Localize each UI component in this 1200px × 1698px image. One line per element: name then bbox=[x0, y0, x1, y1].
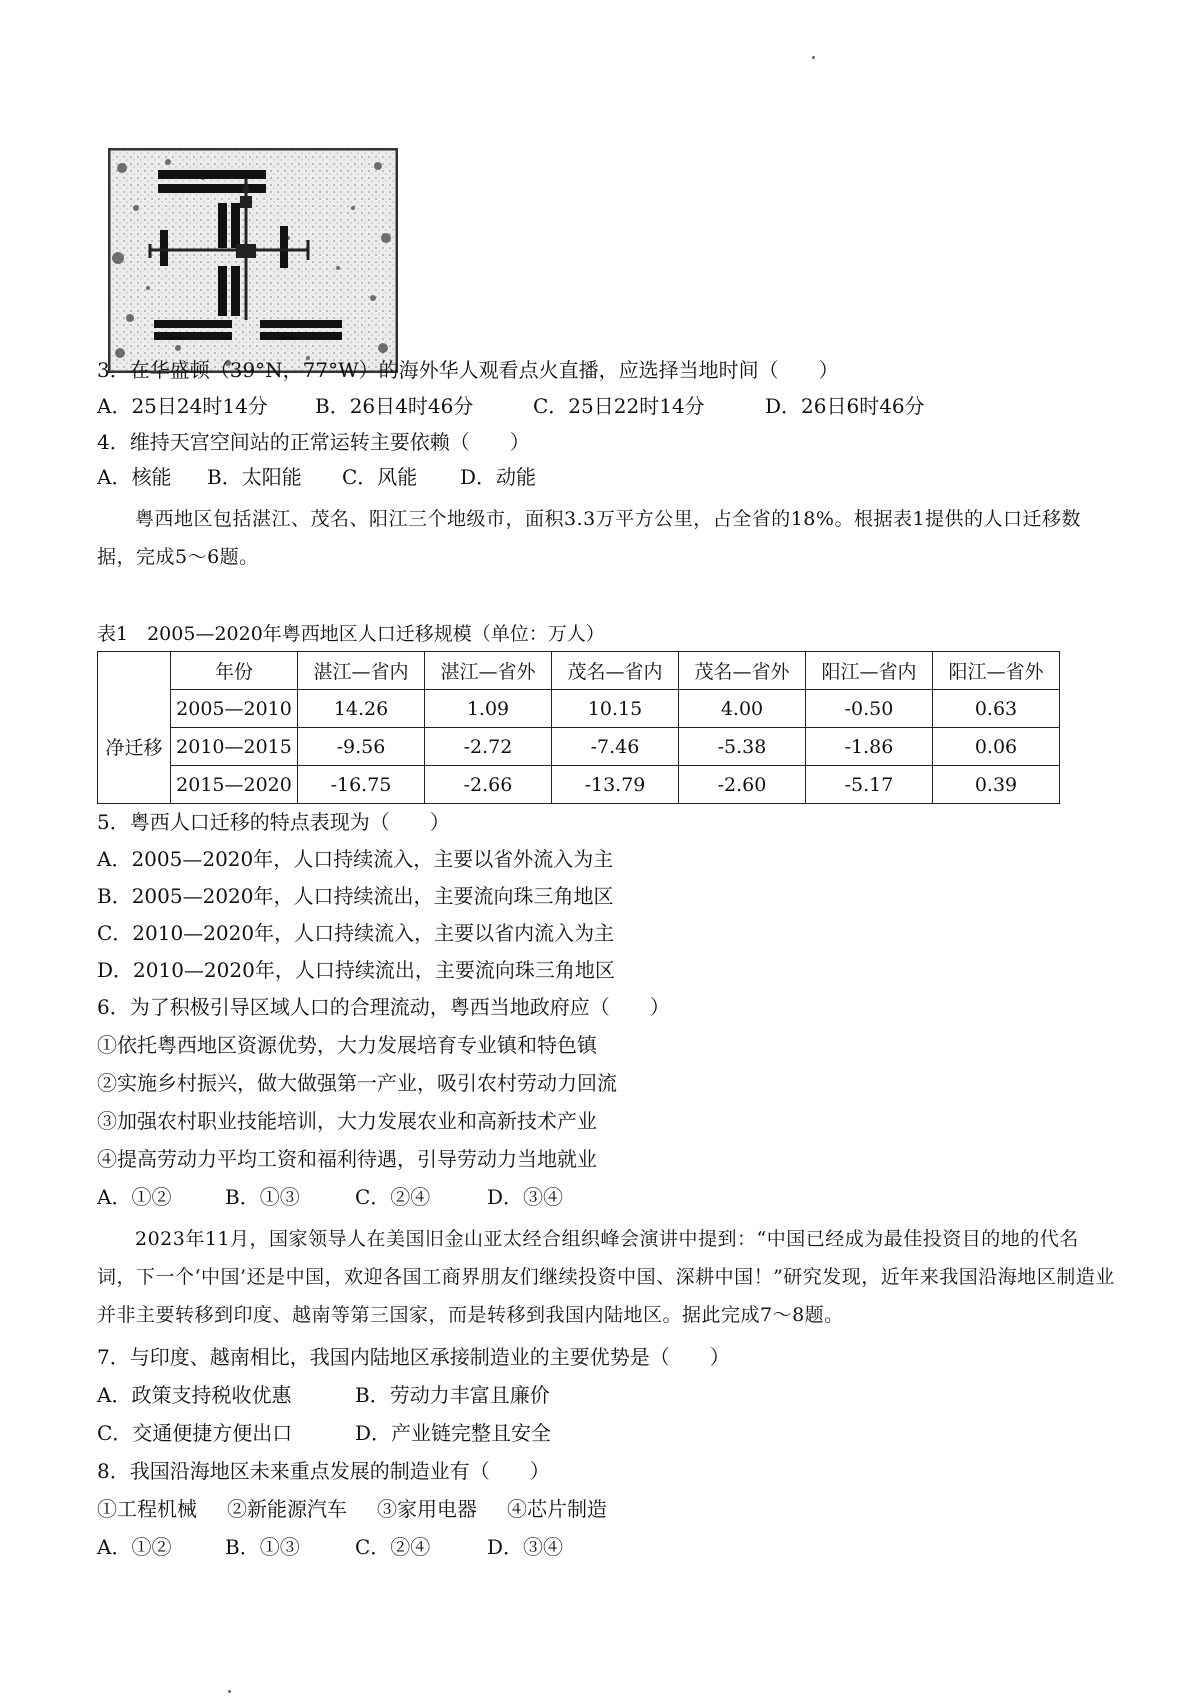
q5-option-b[interactable]: B．2005—2020年，人口持续流出，主要流向珠三角地区 bbox=[97, 884, 614, 908]
q6-option-c[interactable]: C．②④ bbox=[355, 1185, 431, 1209]
q6-option-b[interactable]: B．①③ bbox=[225, 1185, 300, 1209]
table-cell: -5.17 bbox=[806, 766, 933, 804]
q3-options bbox=[97, 392, 925, 420]
table-header-cell: 湛江—省外 bbox=[425, 652, 552, 690]
q6-options bbox=[97, 1183, 563, 1211]
q5-option-d[interactable]: D．2010—2020年，人口持续流出，主要流向珠三角地区 bbox=[97, 958, 615, 982]
q8-item-4: ④芯片制造 bbox=[507, 1497, 607, 1521]
migration-table bbox=[97, 651, 1060, 804]
q4-stem: 4．维持天宫空间站的正常运转主要依赖（ ） bbox=[97, 430, 530, 454]
table-header-cell: 湛江—省内 bbox=[298, 652, 425, 690]
q7-option-c[interactable]: C．交通便捷方便出口 bbox=[97, 1421, 293, 1445]
table-cell: -16.75 bbox=[298, 766, 425, 804]
q8-item-1: ①工程机械 bbox=[97, 1497, 197, 1521]
q7-option-d[interactable]: D．产业链完整且安全 bbox=[355, 1421, 552, 1445]
q8-item-2: ②新能源汽车 bbox=[227, 1497, 347, 1521]
q5-stem: 5．粤西人口迁移的特点表现为（ ） bbox=[97, 810, 450, 834]
intro-5-6: 粤西地区包括湛江、茂名、阳江三个地级市，面积3.3万平方公里，占全省的18%。根据表1提供的人口迁移数据，完成5～6题。 bbox=[97, 508, 1082, 568]
q6-item-3: ③加强农村职业技能培训，大力发展农业和高新技术产业 bbox=[97, 1109, 597, 1133]
q6-item-2: ②实施乡村振兴，做大做强第一产业，吸引农村劳动力回流 bbox=[97, 1071, 617, 1095]
scan-speck bbox=[812, 56, 815, 59]
q7-options-row1 bbox=[97, 1381, 550, 1409]
q6-option-a[interactable]: A．①② bbox=[97, 1185, 172, 1209]
q8-option-b[interactable]: B．①③ bbox=[225, 1535, 300, 1559]
q5-option-a[interactable]: A．2005—2020年，人口持续流入，主要以省外流入为主 bbox=[97, 847, 614, 871]
q8-options bbox=[97, 1533, 563, 1561]
table-cell: 1.09 bbox=[425, 690, 552, 728]
q7-option-b[interactable]: B．劳动力丰富且廉价 bbox=[355, 1383, 550, 1407]
row-group-header: 净迁移 bbox=[98, 690, 171, 804]
table-cell: -1.86 bbox=[806, 728, 933, 766]
table-cell: 2010—2015 bbox=[171, 728, 298, 766]
table-header-cell: 阳江—省内 bbox=[806, 652, 933, 690]
space-station-figure bbox=[108, 148, 398, 373]
q8-stem: 8．我国沿海地区未来重点发展的制造业有（ ） bbox=[97, 1459, 550, 1483]
table-cell: -2.72 bbox=[425, 728, 552, 766]
table-header-cell: 茂名—省外 bbox=[679, 652, 806, 690]
table-header-cell: 年份 bbox=[171, 652, 298, 690]
q8-option-d[interactable]: D．③④ bbox=[487, 1535, 564, 1559]
table-cell: -2.66 bbox=[425, 766, 552, 804]
table-cell: 0.39 bbox=[933, 766, 1060, 804]
table-header-cell: 阳江—省外 bbox=[933, 652, 1060, 690]
table-row bbox=[98, 728, 1060, 766]
q7-stem: 7．与印度、越南相比，我国内陆地区承接制造业的主要优势是（ ） bbox=[97, 1345, 730, 1369]
table-row bbox=[98, 690, 1060, 728]
space-station-icon bbox=[108, 148, 398, 373]
q5-option-c[interactable]: C．2010—2020年，人口持续流入，主要以省内流入为主 bbox=[97, 921, 615, 945]
q8-option-c[interactable]: C．②④ bbox=[355, 1535, 431, 1559]
table-cell: -7.46 bbox=[552, 728, 679, 766]
table-cell: -0.50 bbox=[806, 690, 933, 728]
q4-options bbox=[97, 463, 536, 491]
q4-option-a[interactable]: A．核能 bbox=[97, 465, 172, 489]
q3-option-d[interactable]: D．26日6时46分 bbox=[765, 394, 925, 418]
q8-item-3: ③家用电器 bbox=[377, 1497, 477, 1521]
scan-speck bbox=[228, 1690, 231, 1693]
q3-option-b[interactable]: B．26日4时46分 bbox=[315, 394, 474, 418]
table-header-row bbox=[98, 652, 1060, 690]
table-cell: 0.06 bbox=[933, 728, 1060, 766]
q3-option-c[interactable]: C．25日22时14分 bbox=[533, 394, 705, 418]
table-corner-cell bbox=[98, 652, 171, 690]
table-cell: -2.60 bbox=[679, 766, 806, 804]
q6-option-d[interactable]: D．③④ bbox=[487, 1185, 564, 1209]
q3-option-a[interactable]: A．25日24时14分 bbox=[97, 394, 268, 418]
q4-option-b[interactable]: B．太阳能 bbox=[207, 465, 302, 489]
q7-option-a[interactable]: A．政策支持税收优惠 bbox=[97, 1383, 292, 1407]
intro-7-8: 2023年11月，国家领导人在美国旧金山亚太经合组织峰会演讲中提到：“中国已经成为最佳投资目的地的代名词，下一个‘中国’还是中国，欢迎各国工商界朋友们继续投资中国、深耕中国！”研究发现，近年来我国沿海地区制造业并非主要转移到印度、越南等第三国家，而是转移到我国内陆地区。据此完成7～8题。 bbox=[97, 1228, 1115, 1326]
table-cell: 0.63 bbox=[933, 690, 1060, 728]
q8-option-a[interactable]: A．①② bbox=[97, 1535, 172, 1559]
q4-option-d[interactable]: D．动能 bbox=[460, 465, 537, 489]
q7-options-row2 bbox=[97, 1419, 551, 1447]
table-cell: 10.15 bbox=[552, 690, 679, 728]
table-caption: 表1 2005—2020年粤西地区人口迁移规模（单位：万人） bbox=[97, 623, 605, 645]
table-cell: 2015—2020 bbox=[171, 766, 298, 804]
q4-option-c[interactable]: C．风能 bbox=[342, 465, 418, 489]
q6-stem: 6．为了积极引导区域人口的合理流动，粤西当地政府应（ ） bbox=[97, 995, 670, 1019]
q3-stem: 3．在华盛顿（39°N，77°W）的海外华人观看点火直播，应选择当地时间（ ） bbox=[97, 358, 839, 382]
table-header-cell: 茂名—省内 bbox=[552, 652, 679, 690]
table-cell: -5.38 bbox=[679, 728, 806, 766]
table-cell: 14.26 bbox=[298, 690, 425, 728]
q8-items bbox=[97, 1495, 607, 1523]
q6-item-4: ④提高劳动力平均工资和福利待遇，引导劳动力当地就业 bbox=[97, 1147, 597, 1171]
table-cell: -13.79 bbox=[552, 766, 679, 804]
table-cell: 4.00 bbox=[679, 690, 806, 728]
table-row bbox=[98, 766, 1060, 804]
table-cell: 2005—2010 bbox=[171, 690, 298, 728]
table-cell: -9.56 bbox=[298, 728, 425, 766]
q6-item-1: ①依托粤西地区资源优势，大力发展培育专业镇和特色镇 bbox=[97, 1033, 597, 1057]
